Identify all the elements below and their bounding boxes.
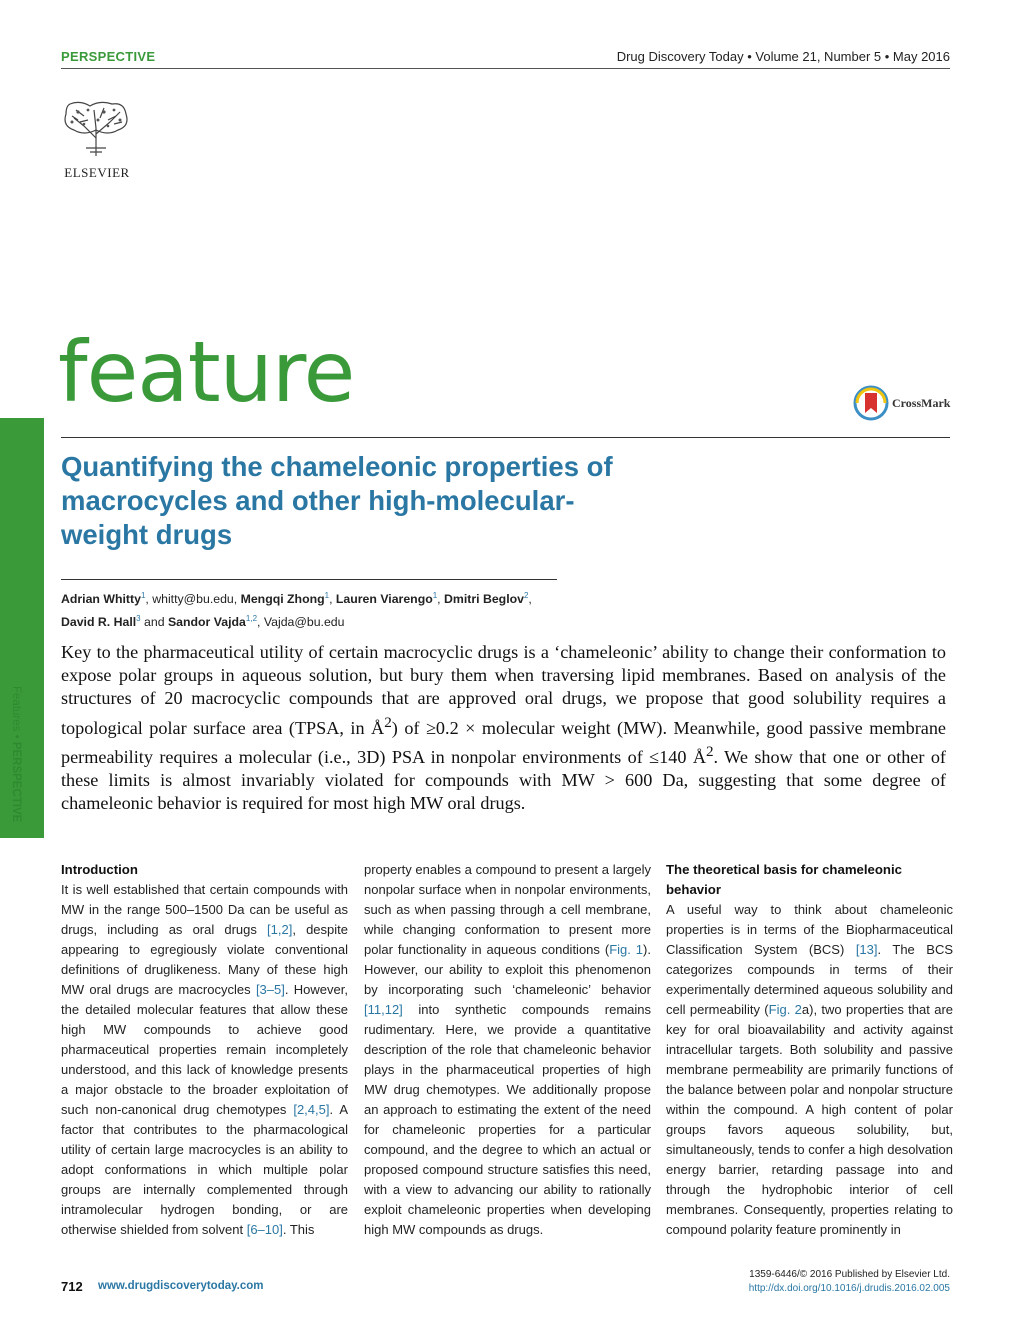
crossmark-label: CrossMark	[892, 395, 951, 410]
article-title: Quantifying the chameleonic properties of macrocycles and other high-molecular-weight drugs	[61, 451, 613, 550]
citation-link[interactable]: [3–5]	[255, 982, 285, 997]
figure-link[interactable]: Fig. 2	[768, 1002, 802, 1017]
publisher-logo[interactable]	[60, 98, 134, 180]
section-heading-introduction: Introduction	[61, 862, 138, 877]
author-name: David R. Hall	[61, 615, 137, 630]
abstract-text: Key to the pharmaceutical utility of certain macrocyclic drugs is a ‘chameleonic’ ability to change their conformation to expose polar groups in aqueous solution, but bury them when traversing lipid membranes. Based on analysis of the structures of 20 macrocyclic compounds that are approved oral drugs, we propose that good solubility requires a topological polar surface area (TPSA, in Å	[61, 642, 946, 738]
abstract-text: ) of ≥0.2 × molecular weight (MW). Meanwhile, good passive membrane permeability requires a molecular (i.e., 3D) PSA in nonpolar environments of ≤140 Å	[61, 717, 946, 767]
body-text: a), two properties that are key for oral bioavailability and activity against intracellular targets. Both solubility and passive membrane permeability are primarily functions of the balance between polar and nonpolar structure within the compound. A high content of polar groups favors aqueous solubility, but, simultaneously, tends to confer a high desolvation energy barrier, retarding passage into and through the hydrophobic interior of cell membranes. Consequently, properties relating to compound polarity feature prominently in	[666, 1002, 953, 1237]
doi-link[interactable]: http://dx.doi.org/10.1016/j.drudis.2016.02.005	[748, 1283, 950, 1294]
side-label-section: PERSPECTIVE	[10, 741, 22, 823]
authors-divider	[61, 579, 557, 580]
body-text: . The BCS categorizes compounds in terms of their experimentally determined aqueous solubility and cell permeability (	[666, 942, 954, 1017]
affiliation-marker[interactable]: 1	[432, 591, 438, 600]
citation-link[interactable]: [13]	[855, 942, 878, 957]
body-column-3	[666, 860, 953, 1240]
author-name: Dmitri Beglov	[444, 592, 524, 607]
affiliation-marker[interactable]: 2	[523, 591, 529, 600]
journal-citation: Drug Discovery Today • Volume 21, Number 5 • May 2016	[616, 49, 950, 64]
citation-link[interactable]: [1,2]	[267, 922, 293, 937]
abstract-superscript: 2	[384, 713, 392, 731]
section-side-tab	[0, 418, 44, 838]
page-number: 712	[61, 1279, 83, 1294]
section-tag: PERSPECTIVE	[61, 49, 156, 64]
author-name: Lauren Viarengo	[335, 592, 433, 607]
copyright-line: 1359-6446/© 2016 Published by Elsevier Ltd.	[749, 1269, 950, 1280]
body-text: ). However, our ability to exploit this phenomenon by incorporating such ‘chameleonic’ behavior	[364, 942, 651, 997]
affiliation-marker[interactable]: 1,2	[245, 614, 258, 624]
feature-heading: feature	[58, 323, 355, 421]
section-heading-theoretical-basis: The theoretical basis for chameleonic behavior	[666, 862, 902, 897]
publisher-wordmark: ELSEVIER	[64, 165, 130, 180]
author-email[interactable]: , whitty@bu.edu,	[145, 592, 241, 607]
author-name: Adrian Whitty	[61, 592, 141, 607]
body-paragraph	[364, 860, 651, 1240]
affiliation-marker[interactable]: 3	[136, 614, 141, 624]
header-divider	[61, 68, 950, 69]
author-name: Mengqi Zhong	[240, 592, 325, 607]
elsevier-tree-icon	[60, 98, 132, 158]
side-section-label	[10, 686, 22, 822]
abstract-text: . We show that one or other of these limits is almost invariably violated for compounds with MW > 600 Da, suggesting that some degree of chameleonic behavior is required for most high MW oral drugs.	[61, 746, 946, 814]
body-text: . This	[282, 1222, 315, 1237]
author-name: Sandor Vajda	[167, 615, 246, 630]
footer-publication-info	[749, 1268, 950, 1296]
abstract-superscript: 2	[705, 742, 714, 760]
citation-link[interactable]: [11,12]	[364, 1002, 403, 1017]
affiliation-marker[interactable]: 1	[140, 591, 146, 600]
body-text: A useful way to think about chameleonic properties is in terms of the Biopharmaceutical Classification System (BCS)	[666, 902, 953, 957]
author-separator: ,	[528, 592, 532, 607]
body-text: , despite appearing to egregiously violate conventional definitions of druglikeness. Many of these high MW oral drugs are macrocycles	[61, 922, 348, 997]
journal-website-link[interactable]: www.drugdiscoverytoday.com	[98, 1280, 264, 1292]
body-paragraph	[666, 900, 953, 1240]
crossmark-badge[interactable]	[853, 385, 950, 421]
body-column-1	[61, 860, 348, 1240]
citation-link[interactable]: [6–10]	[246, 1222, 283, 1237]
body-text: It is well established that certain compounds with MW in the range 500–1500 Da can be useful as drugs, including as oral drugs	[61, 882, 348, 937]
body-text: . However, the detailed molecular features that allow these high MW compounds to achieve good pharmaceutical properties remain incompletely understood, and this lack of knowledge presents a major obstacle to the broader exploitation of such non-canonical drug chemotypes	[61, 982, 348, 1117]
body-text: . A factor that contributes to the pharmacological utility of certain large macrocycles is an ability to adopt conformations in which multiple polar groups are internally complemented through intramolecular hydrogen bonding, or are otherwise shielded from solvent	[61, 1102, 348, 1237]
figure-link[interactable]: Fig. 1	[609, 942, 644, 957]
author-separator: ,	[437, 592, 445, 607]
feature-divider	[61, 437, 950, 438]
author-email[interactable]: , Vajda@bu.edu	[257, 615, 345, 630]
author-list	[61, 586, 581, 632]
affiliation-marker[interactable]: 1	[324, 591, 330, 600]
side-label-prefix: Features •	[10, 686, 22, 742]
body-text: property enables a compound to present a largely nonpolar surface when in nonpolar environments, such as when passing through a cell membrane, while changing conformation to present more polar functionality in aqueous conditions (	[364, 862, 651, 957]
abstract	[61, 641, 946, 816]
crossmark-icon	[853, 385, 889, 421]
author-separator: and	[140, 615, 168, 630]
body-text: into synthetic compounds remains rudimentary. Here, we provide a quantitative description of the role that chameleonic behavior plays in the pharmaceutical properties of high MW drug chemotypes. We additionally propose an approach to estimating the extent of the need for chameleonic properties for a particular compound, and the degree to which an actual or proposed compound structure satisfies this need, with a view to advancing our ability to rationally exploit chameleonic properties when developing high MW compounds as drugs.	[364, 1002, 651, 1237]
body-paragraph	[61, 880, 348, 1240]
citation-link[interactable]: [2,4,5]	[293, 1102, 330, 1117]
author-separator: ,	[329, 592, 336, 607]
body-column-2	[364, 860, 651, 1240]
